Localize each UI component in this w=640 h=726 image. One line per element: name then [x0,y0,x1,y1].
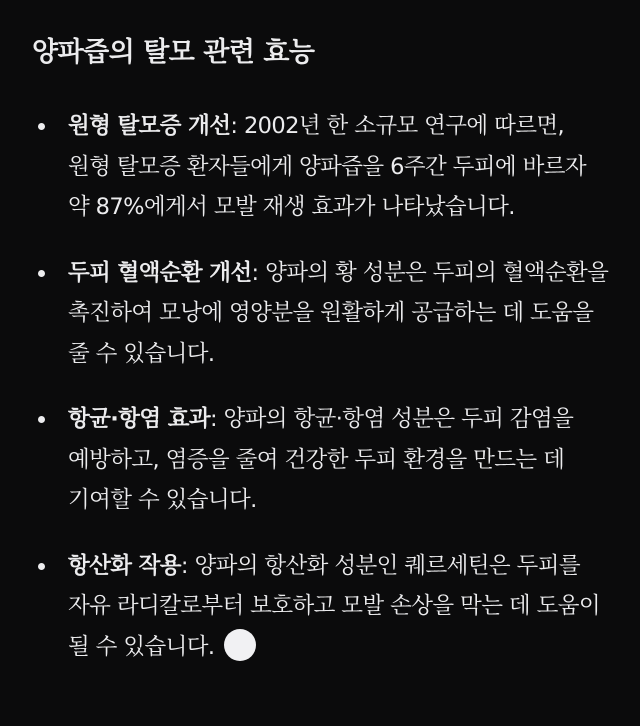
bullet-icon [38,563,45,570]
section-heading: 양파즙의 탈모 관련 효능 [32,37,315,68]
item-text: : 양파의 황 성분은 두피의 혈액순환을 촉진하여 모낭에 영양분을 원활하게 공급하는 데 도움을 줄 수 있습니다. [68,259,609,367]
item-term: 원형 탈모증 개선 [68,113,231,139]
item-text: : 양파의 항산화 성분인 퀘르세틴은 두피를 자유 라디칼로부터 보호하고 모발 손상을 막는 데 도움이 될 수 있습니다. [68,552,600,660]
item-text: : 양파의 항균·항염 성분은 두피 감염을 예방하고, 염증을 줄여 건강한 두피 환경을 만드는 데 기여할 수 있습니다. [68,406,574,513]
item-text: : 2002년 한 소규모 연구에 따르면, 원형 탈모증 환자들에게 양파즙을 6주간 두피에 바르자 약 87%에게서 모발 재생 효과가 나타났습니다. [68,113,586,220]
list-item [32,546,610,668]
item-term: 항균·항염 효과 [68,406,210,432]
list-item [32,106,610,228]
item-term: 항산화 작용 [68,552,181,579]
bullet-icon [38,270,45,277]
bullet-icon [38,123,45,130]
bullet-icon [38,416,45,423]
white-dot-icon [224,629,256,661]
list-item [32,253,610,375]
benefit-list [32,106,610,667]
list-item [32,399,610,521]
item-term: 두피 혈액순환 개선 [68,259,252,286]
